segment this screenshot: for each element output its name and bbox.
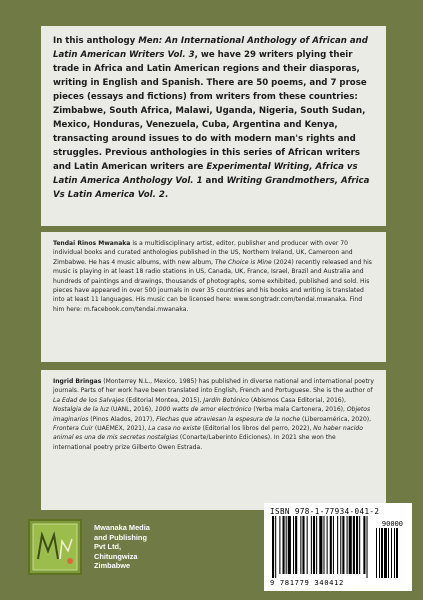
barcode-bar [347, 516, 348, 574]
barcode-addon-bar [394, 528, 395, 578]
isbn-text: ISBN 978-1-77934-041-2 [270, 507, 380, 516]
author-bio-text: Tendai Rinos Mwanaka is a multidisciplinary artist, editor, publisher and producer with over 70 individual books and curated anthologies published in the US, Northern Ireland, UK, Cameroon and Zimbabwe. He has 4 music albums, with new album, The Choice is Mine (2024) recently released and his music is playing in at least 18 radio stations in US, Canada, UK, France, Israel, Brazil and Australia and hundreds of paintings and drawings, thousands of photographs, some exhibited, published and sold. His pieces have appeared in over 500 journals in over 35 countries and his books and writing is translated into at least 11 languages. His music can be licensed here: www.songtradr.com/tendai.mwanaka. Find him here: m.facebook.com/tendai.mwanaka. [53, 240, 372, 313]
barcode-bar [319, 516, 322, 574]
barcode-bar [272, 516, 274, 578]
blurb-panel [41, 26, 386, 226]
publisher-line: Mwanaka Media [94, 523, 150, 532]
ean-digits: 9 781779 340412 [270, 578, 344, 587]
barcode-bar [323, 516, 324, 574]
barcode-bar [275, 516, 276, 578]
blurb-text: In this anthology Men: An International Anthology of African and Latin American Writers Vol. 3, we have 29 writers plying their trade in Africa and Latin American regions and their diasporas, writing in English and Spanish. There are 50 poems, and 7 prose pieces (essays and fictions) from writers from these countries: Zimbabwe, South Africa, Malawi, Uganda, Nigeria, South Sudan, Mexico, Honduras, Venezuela, Cuba, Argentina and Kenya, transacting around issues to do with modern man's rights and struggles. Previous anthologies in this series of African writers and Latin American writers are Experimental Writing, Africa vs Latin America Anthology Vol. 1 and Writing Grandmothers, Africa Vs Latin America Vol. 2. [53, 36, 370, 200]
barcode-bar [307, 516, 308, 574]
barcode-bar [283, 516, 285, 574]
publisher-line: Pvt Ltd, [94, 542, 122, 551]
barcode-addon-bar [379, 528, 380, 578]
publisher-logo [28, 519, 82, 575]
barcode-addon-bar [396, 528, 398, 578]
barcode-bar [311, 516, 312, 574]
publisher-name [94, 523, 204, 571]
barcode-bar [333, 516, 334, 574]
barcode-addon-bar [391, 528, 392, 578]
barcode-addon-bar [381, 528, 383, 578]
barcode-bar [327, 516, 328, 574]
barcode-addon-bar [388, 528, 389, 578]
barcode-bar [316, 516, 317, 574]
barcode-bar [363, 516, 365, 574]
publisher-line: Zimbabwe [94, 561, 131, 570]
price-addon-text: 90000 [381, 520, 403, 528]
barcode-bar [342, 516, 344, 574]
publisher-line: and Publishing [94, 532, 147, 542]
barcode-bar [293, 516, 294, 574]
barcode-bar [359, 516, 360, 574]
coeditor-bio-panel [41, 370, 386, 510]
barcode-bar [286, 516, 287, 574]
author-name: Tendai Rinos Mwanaka [53, 240, 131, 247]
barcode-bar [349, 516, 352, 574]
barcode-bar [356, 516, 358, 574]
barcode-bar [295, 516, 297, 574]
barcode-bar [367, 516, 368, 578]
barcode-bar [353, 516, 355, 574]
coeditor-bio-text: Ingrid Bringas (Monterrey N.L., Mexico, 1985) has published in diverse national and international poetry journals. Parts of her work have been translated into English, French and Portuguese. She is the author of La Edad de los Salvajes (Editorial Montea, 2015), Jardín Botónico (Abismos Casa Editorial, 2016), Nostalgia de la luz (UANL, 2016), 1000 watts de amor electrónico (Yerba mala Cartonera, 2016), Objetos imaginarios (Pinos Alados, 2017), Flechas que atraviesan la espesura de la noche (Liberoamérica, 2020), Frontera Cuir (UAEMEX, 2021), La casa no existe (Editorial los libros del perro, 2022), No haber nacido animal es una de mis secretas nostalgias (Conarte/Laberinto Ediciones). In 2021 she won the international poetry prize Gilberto Owen Estrada. [53, 378, 374, 451]
publisher-line: Chitungwiza [94, 551, 138, 561]
barcode-bar [302, 516, 304, 574]
coeditor-name: Ingrid Bringas [53, 378, 102, 385]
barcode-bar [279, 516, 280, 574]
author-bio-panel [41, 232, 386, 362]
logo-icon [30, 521, 80, 573]
barcode-bar [288, 516, 291, 574]
barcode-bar [313, 516, 315, 574]
barcode-bars [272, 516, 406, 578]
barcode-addon-bar [384, 528, 387, 578]
isbn-barcode [264, 503, 412, 591]
barcode-bar [337, 516, 338, 574]
barcode-bar [300, 516, 301, 574]
barcode-bar [330, 516, 332, 574]
barcode-addon-bar [376, 528, 377, 578]
barcode-bar [340, 516, 341, 574]
